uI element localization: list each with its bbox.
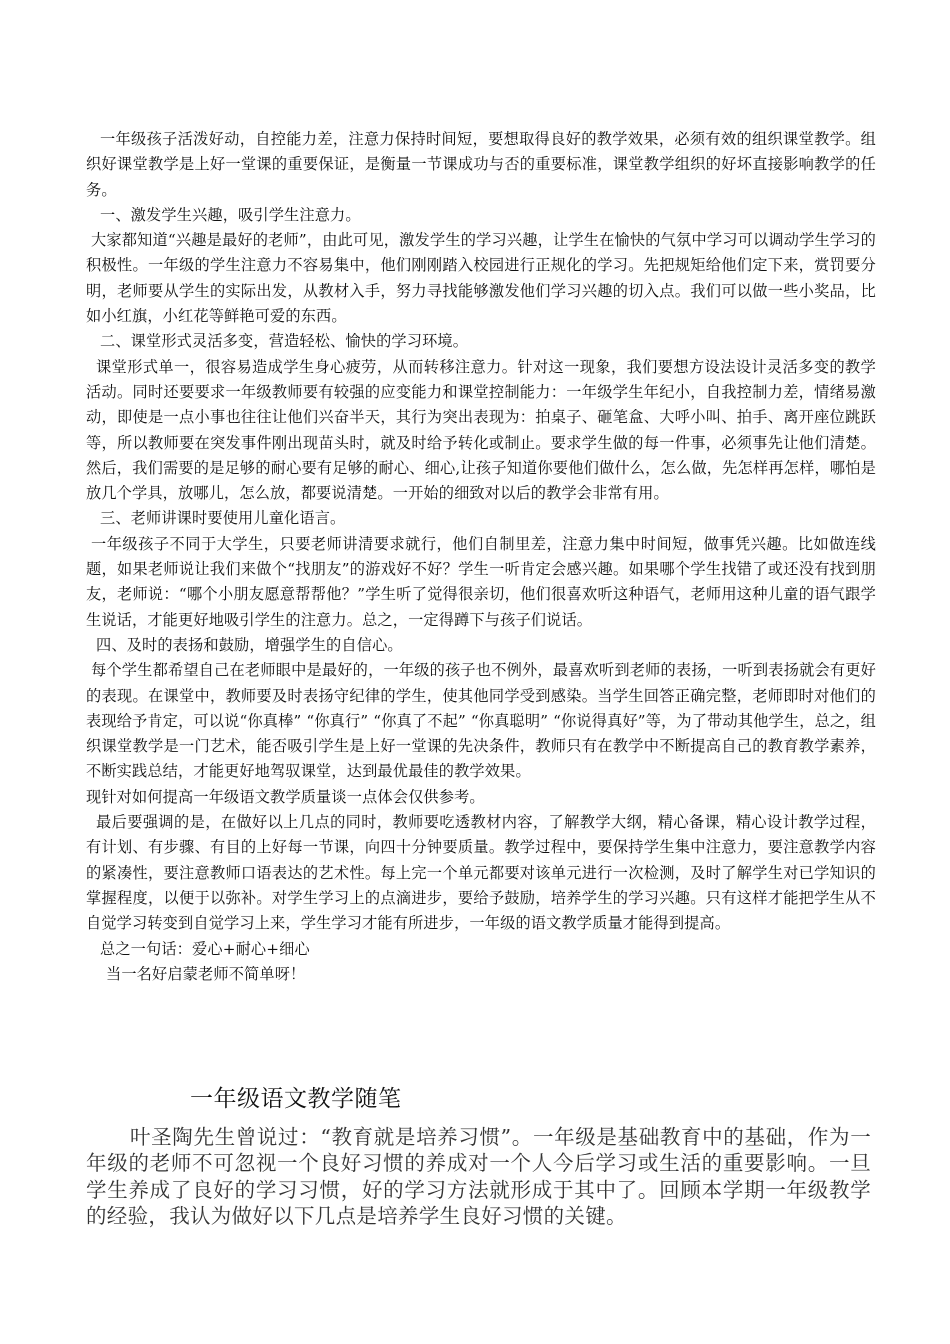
section-heading-1: 一、激发学生兴趣，吸引学生注意力。	[100, 205, 361, 224]
closing-paragraph: 最后要强调的是，在做好以上几点的同时，教师要吃透教材内容，了解教学大纲，精心备课，精心设计教学过程，有计划、有步骤、有目的上好每一节课，向四十分钟要质量。教学过程中，要保持学生集中注意力，要注意教学内容的紧凑性，要注意教师口语表达的艺术性。每上完一个单元都要对该单元进行一次检测，及时了解学生对已学知识的掌握程度，以便于以弥补。对学生学习上的点滴进步，要给予鼓励，培养学生的学习兴趣。只有这样才能把学生从不自觉学习转变到自觉学习上来，学生学习才能有所进步，一年级的语文教学质量才能得到提高。	[86, 813, 876, 933]
section-3-paragraph: 一年级孩子不同于大学生，只要老师讲清要求就行，他们自制里差，注意力集中时间短，做事凭兴趣。比如做连线题，如果老师说让我们来做个“找朋友”的游戏好不好？学生一听肯定会感兴趣。如果哪个学生找错了或还没有找到朋友，老师说：“哪个小朋友愿意帮帮他？”学生听了觉得很亲切，他们很喜欢听这种语气，老师用这种儿童的语气跟学生说话，才能更好地吸引学生的注意力。总之，一定得蹲下与孩子们说话。	[86, 534, 876, 629]
section-heading-4: 四、及时的表扬和鼓励，增强学生的自信心。	[96, 635, 403, 654]
section-heading-2: 二、课堂形式灵活多变，营造轻松、愉快的学习环境。	[100, 332, 469, 351]
section-2-paragraph: 课堂形式单一，很容易造成学生身心疲劳，从而转移注意力。针对这一现象，我们要想方设法设计灵活多变的教学活动。同时还要要求一年级教师要有较强的应变能力和课堂控制能力：一年级学生年纪小，自我控制力差，情绪易激动，即使是一点小事也往往让他们兴奋半天，其行为突出表现为：拍桌子、砸笔盒、大呼小叫、拍手、离开座位跳跃等，所以教师要在突发事件刚出现苗头时，就及时给予转化或制止。要求学生做的每一件事，必须事先让他们清楚。然后，我们需要的是足够的耐心要有足够的耐心、细心,让孩子知道你要他们做什么，怎么做，先怎样再怎样，哪怕是放几个学具，放哪儿，怎么放，都要说清楚。一开始的细致对以后的教学会非常有用。	[86, 357, 876, 503]
essay-title: 一年级语文教学随笔	[190, 1086, 402, 1112]
section-heading-3: 三、老师讲课时要使用儿童化语言。	[100, 509, 346, 528]
section-1-paragraph: 大家都知道“兴趣是最好的老师”，由此可见，激发学生的学习兴趣，让学生在愉快的气氛中学习可以调动学生学习的积极性。一年级的学生注意力不容易集中，他们刚刚踏入校园进行正规化的学习。先把规矩给他们定下来，赏罚要分明，老师要从学生的实际出发，从教材入手，努力寻找能够激发他们学习兴趣的切入点。我们可以做一些小奖品，比如小红旗，小红花等鲜艳可爱的东西。	[86, 231, 876, 326]
section-4-paragraph: 每个学生都希望自己在老师眼中是最好的，一年级的孩子也不例外，最喜欢听到老师的表扬，一听到表扬就会有更好的表现。在课堂中，教师要及时表扬守纪律的学生，使其他同学受到感染。当学生回答正确完整，老师即时对他们的表现给予肯定，可以说“你真棒” “你真行” “你真了不起” “你真聪明” “你说得真好”等，为了带动其他学生，总之，组织课堂教学是一门艺术，能否吸引学生是上好一堂课的先决条件，教师只有在教学中不断提高自己的教育教学素养，不断实践总结，才能更好地驾驭课堂，达到最优最佳的教学效果。	[86, 661, 876, 781]
summary-line: 总之一句话：爱心+耐心+细心	[100, 939, 310, 958]
intro-paragraph: 一年级孩子活泼好动，自控能力差，注意力保持时间短，要想取得良好的教学效果，必须有效的组织课堂教学。组织好课堂教学是上好一堂课的重要保证，是衡量一节课成功与否的重要标准，课堂教学组织的好坏直接影响教学的任务。	[86, 130, 876, 199]
essay-intro-paragraph: 叶圣陶先生曾说过：“教育就是培养习惯”。一年级是基础教育中的基础，作为一年级的老师不可忽视一个良好习惯的养成对一个人今后学习或生活的重要影响。一旦学生养成了良好的学习习惯，好的学习方法就形成于其中了。回顾本学期一年级教学的经验，我认为做好以下几点是培养学生良好习惯的关键。	[86, 1125, 871, 1228]
note-line: 现针对如何提高一年级语文教学质量谈一点体会仅供参考。	[86, 787, 485, 806]
final-line: 当一名好启蒙老师不简单呀！	[106, 964, 306, 983]
article-body	[86, 127, 876, 987]
